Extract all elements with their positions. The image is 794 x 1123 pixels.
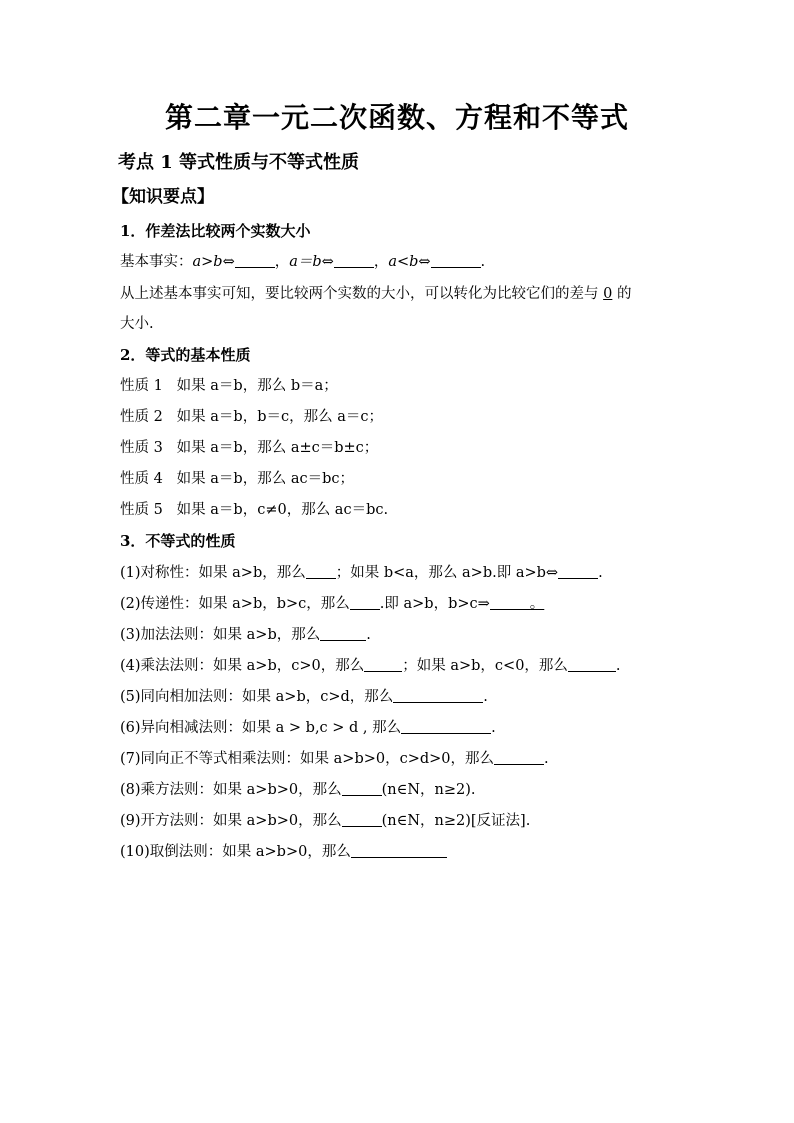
blank <box>431 253 481 268</box>
rule-text: (8)乘方法则：如果 a>b>0，那么 <box>120 782 342 798</box>
blank <box>306 564 336 579</box>
rule-text: (2)传递性：如果 a>b，b>c，那么 <box>120 596 350 612</box>
period: . <box>598 565 603 581</box>
equality-property-5 <box>120 498 388 519</box>
rule-text: ；如果 a>b，c<0，那么 <box>402 658 568 674</box>
inequality-rule-7 <box>120 747 549 768</box>
zero-value: 0 <box>603 286 613 302</box>
property-label: 性质 5 <box>120 502 163 518</box>
period: . <box>480 254 486 270</box>
inequality-rule-8 <box>120 778 476 799</box>
basic-fact-line <box>120 250 485 271</box>
property-label: 性质 4 <box>120 471 163 487</box>
blank <box>342 812 382 827</box>
inequality-rule-6 <box>120 716 496 737</box>
rule-text: (4)乘法法则：如果 a>b，c>0，那么 <box>120 658 365 674</box>
inequality-rule-9 <box>120 809 530 830</box>
blank <box>351 843 447 858</box>
separator: ， <box>373 254 389 270</box>
fact-prefix: 基本事实： <box>120 254 193 270</box>
inequality-rule-4 <box>120 654 621 675</box>
property-label: 性质 1 <box>120 378 163 394</box>
rule-text: (n∈N，n≥2). <box>381 782 476 798</box>
section2-heading: 2．等式的基本性质 <box>120 346 251 364</box>
fact-c: a<b⇔ <box>388 254 431 270</box>
blank <box>401 719 491 734</box>
rule-text: (6)异向相减法则：如果 a > b,c > d , 那么 <box>120 720 402 736</box>
inequality-rule-5 <box>120 685 488 706</box>
explain-line <box>120 282 631 303</box>
blank <box>494 750 544 765</box>
property-text: 如果 a＝b，b＝c，那么 a＝c； <box>176 409 383 425</box>
property-label: 性质 2 <box>120 409 163 425</box>
blank <box>364 657 402 672</box>
period: . <box>483 689 488 705</box>
blank <box>393 688 483 703</box>
section3-heading: 3．不等式的性质 <box>120 532 236 550</box>
property-text: 如果 a＝b，那么 ac＝bc； <box>176 471 354 487</box>
explain-text: 的 <box>612 286 632 302</box>
equality-property-1 <box>120 374 338 395</box>
topic-heading: 考点 1 等式性质与不等式性质 <box>118 152 360 173</box>
separator: ， <box>274 254 290 270</box>
explain-line-2: 大小. <box>120 316 154 332</box>
period: . <box>544 751 549 767</box>
period: . <box>491 720 496 736</box>
blank <box>558 564 598 579</box>
rule-text: ；如果 b<a，那么 a>b.即 a>b⇔ <box>335 565 559 581</box>
explain-text: 从上述基本事实可知，要比较两个实数的大小，可以转化为比较它们的差与 <box>120 286 604 302</box>
fact-a: a>b⇔ <box>192 254 235 270</box>
rule-text: (7)同向正不等式相乘法则：如果 a>b>0，c>d>0，那么 <box>120 751 495 767</box>
period: . <box>366 627 371 643</box>
blank <box>235 253 275 268</box>
inequality-rule-1 <box>120 561 603 582</box>
equality-property-3 <box>120 436 378 457</box>
equality-property-4 <box>120 467 354 488</box>
property-text: 如果 a＝b，那么 b＝a； <box>176 378 338 394</box>
rule-text: (10)取倒法则：如果 a>b>0，那么 <box>120 844 351 860</box>
blank <box>320 626 366 641</box>
property-label: 性质 3 <box>120 440 163 456</box>
inequality-rule-3 <box>120 623 371 644</box>
section1-heading: 1．作差法比较两个实数大小 <box>120 222 311 240</box>
inequality-rule-2 <box>120 592 544 613</box>
chapter-title: 第二章一元二次函数、方程和不等式 <box>164 101 629 134</box>
blank <box>334 253 374 268</box>
period: 。 <box>529 596 545 612</box>
rule-text: .即 a>b，b>c⇒ <box>379 596 490 612</box>
rule-text: (3)加法法则：如果 a>b，那么 <box>120 627 321 643</box>
knowledge-points-heading: 【知识要点】 <box>112 187 214 207</box>
blank <box>350 595 380 610</box>
property-text: 如果 a＝b，那么 a±c＝b±c； <box>176 440 379 456</box>
blank <box>490 595 530 610</box>
rule-text: (9)开方法则：如果 a>b>0，那么 <box>120 813 342 829</box>
property-text: 如果 a＝b，c≠0，那么 ac＝bc. <box>176 502 389 518</box>
blank <box>342 781 382 796</box>
blank <box>568 657 616 672</box>
rule-text: (5)同向相加法则：如果 a>b，c>d，那么 <box>120 689 394 705</box>
rule-text: (1)对称性：如果 a>b，那么 <box>120 565 306 581</box>
rule-text: (n∈N，n≥2)[反证法]. <box>381 813 531 829</box>
fact-b: a＝b⇔ <box>289 254 334 270</box>
inequality-rule-10 <box>120 840 447 861</box>
equality-property-2 <box>120 405 383 426</box>
period: . <box>615 658 621 674</box>
